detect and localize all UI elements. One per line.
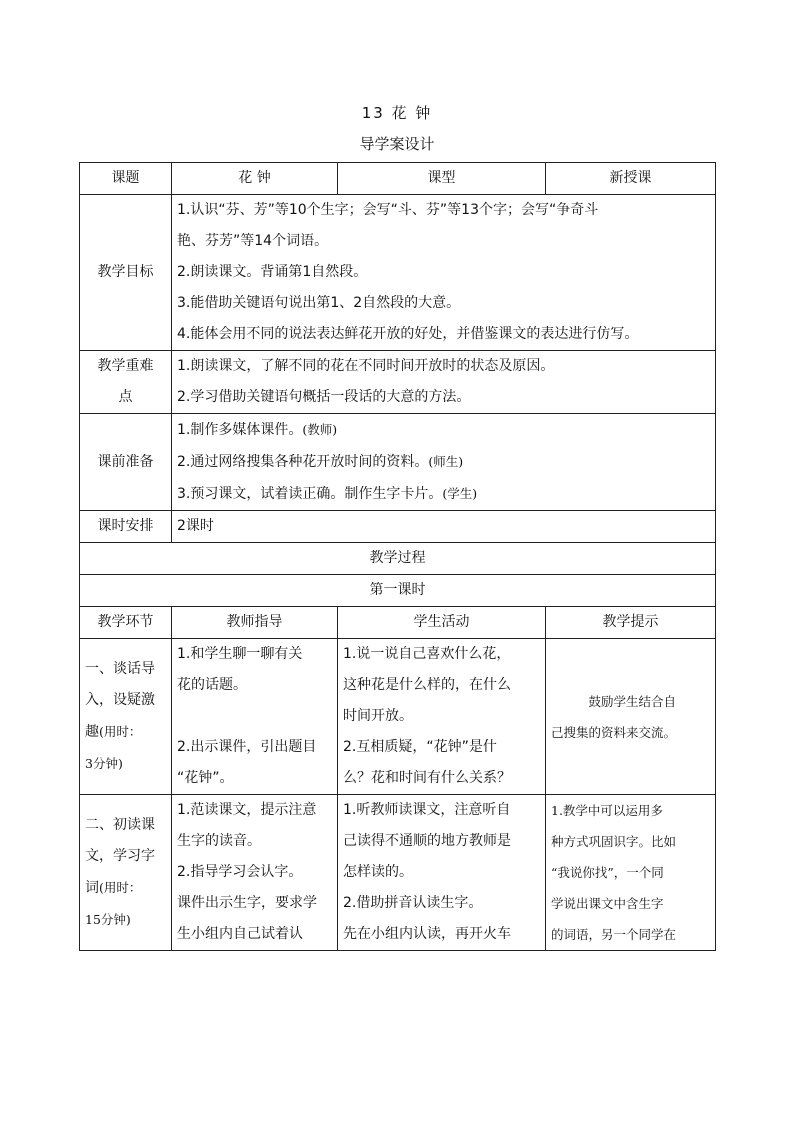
page-subtitle: 导学案设计 [359, 135, 435, 153]
stage-line: 入，设疑激 [85, 692, 155, 708]
column-header-teacher: 教师指导 [172, 607, 338, 639]
student-line: 先在小组内认读，再开火车 [343, 926, 511, 942]
student-line: 1.说一说自己喜欢什么花， [343, 646, 511, 662]
objective-line: 2.朗读课文。背诵第1自然段。 [177, 264, 368, 280]
column-header-hint: 教学提示 [546, 607, 716, 639]
column-header-student: 学生活动 [338, 607, 546, 639]
teacher-line: 生字的读音。 [177, 833, 261, 849]
key-point-line: 1.朗读课文，了解不同的花在不同时间开放时的状态及原因。 [177, 358, 555, 374]
key-points-content [172, 351, 716, 414]
objectives-content [172, 195, 716, 351]
step-hint [546, 639, 716, 795]
stage-text: 趣 [85, 724, 99, 740]
page-title: 13 花 钟 [361, 104, 433, 122]
preparation-item [177, 478, 710, 510]
preparation-item-note: (教师) [302, 422, 338, 437]
step-teacher [172, 639, 338, 795]
hint-line: 的词语，另一个同学在 [551, 927, 677, 942]
student-line: 这种花是什么样的，在什么 [343, 677, 511, 693]
process-title: 教学过程 [80, 543, 716, 575]
key-points-label-line: 教学重难 [97, 358, 154, 374]
objective-line: 3.能借助关键语句说出第1、2自然段的大意。 [177, 295, 461, 311]
teacher-line: 花的话题。 [177, 677, 247, 693]
lesson-title: 第一课时 [80, 575, 716, 607]
teacher-line: 2.指导学习会认字。 [177, 864, 303, 880]
key-points-label [80, 351, 172, 414]
student-line: 2.互相质疑，“花钟”是什 [343, 739, 497, 755]
preparation-item [177, 446, 710, 478]
preparation-item-note: (学生) [442, 486, 478, 501]
stage-line: 3分钟) [85, 756, 123, 771]
stage-line: 二、初读课 [85, 817, 155, 833]
stage-line [85, 716, 166, 748]
step-student [338, 639, 546, 795]
teacher-line: “花钟”。 [177, 770, 234, 786]
preparation-item-text: 1.制作多媒体课件。 [177, 422, 303, 438]
hint-line: 鼓励学生结合自 [588, 693, 677, 709]
topic-label: 课题 [80, 163, 172, 195]
objectives-label: 教学目标 [80, 195, 172, 351]
preparation-item-text: 3.预习课文，试着读正确。制作生字卡片。 [177, 486, 443, 502]
schedule-value: 2课时 [172, 511, 716, 543]
hint-line: 己搜集的资料来交流。 [551, 724, 677, 740]
step-row [80, 639, 716, 795]
stage-time: (用时： [99, 724, 142, 739]
teacher-line: 生小组内自己试着认 [177, 926, 303, 942]
step-stage [80, 639, 172, 795]
preparation-item-note: (师生) [428, 454, 464, 469]
type-label: 课型 [338, 163, 546, 195]
stage-line: 15分钟) [85, 912, 131, 927]
hint-line: 学说出课文中含生字 [551, 896, 664, 911]
student-line: 己读得不通顺的地方教师是 [343, 833, 511, 849]
preparation-label: 课前准备 [80, 414, 172, 511]
hint-line: “我说你找”，一个同 [551, 865, 664, 880]
step-row [80, 795, 716, 951]
step-hint [546, 795, 716, 951]
topic-value: 花 钟 [172, 163, 338, 195]
teacher-line: 1.范读课文，提示注意 [177, 802, 317, 818]
stage-line: 文，学习字 [85, 848, 155, 864]
key-point-line: 2.学习借助关键语句概括一段话的大意的方法。 [177, 389, 471, 405]
objective-line: 1.认识“芬、芳”等10个生字；会写“斗、芬”等13个字；会写“争奇斗 [177, 202, 599, 218]
stage-text: 词 [85, 880, 99, 896]
stage-line: 一、谈话导 [85, 661, 155, 677]
key-points-label-line: 点 [118, 389, 133, 405]
stage-line [85, 872, 166, 904]
teacher-line: 课件出示生字，要求学 [177, 895, 317, 911]
column-header-stage: 教学环节 [80, 607, 172, 639]
schedule-label: 课时安排 [80, 511, 172, 543]
step-stage [80, 795, 172, 951]
teacher-line: 2.出示课件，引出题目 [177, 739, 317, 755]
type-value: 新授课 [546, 163, 716, 195]
objective-line: 艳、芬芳”等14个词语。 [177, 233, 329, 249]
stage-time: (用时： [99, 880, 142, 895]
spacer [177, 701, 332, 732]
student-line: 么？花和时间有什么关系？ [343, 770, 511, 786]
preparation-item-text: 2.通过网络搜集各种花开放时间的资料。 [177, 454, 429, 470]
preparation-item [177, 414, 710, 446]
student-line: 1.听教师读课文，注意听自 [343, 802, 511, 818]
hint-line: 1.教学中可以运用多 [551, 803, 663, 818]
hint-line: 种方式巩固识字。比如 [551, 834, 677, 849]
student-line: 怎样读的。 [343, 864, 413, 880]
student-line: 时间开放。 [343, 708, 413, 724]
preparation-content [172, 414, 716, 511]
teacher-line: 1.和学生聊一聊有关 [177, 646, 303, 662]
objective-line: 4.能体会用不同的说法表达鲜花开放的好处，并借鉴课文的表达进行仿写。 [177, 326, 639, 342]
step-teacher [172, 795, 338, 951]
student-line: 2.借助拼音认读生字。 [343, 895, 483, 911]
step-student [338, 795, 546, 951]
lesson-plan-table [79, 162, 716, 951]
